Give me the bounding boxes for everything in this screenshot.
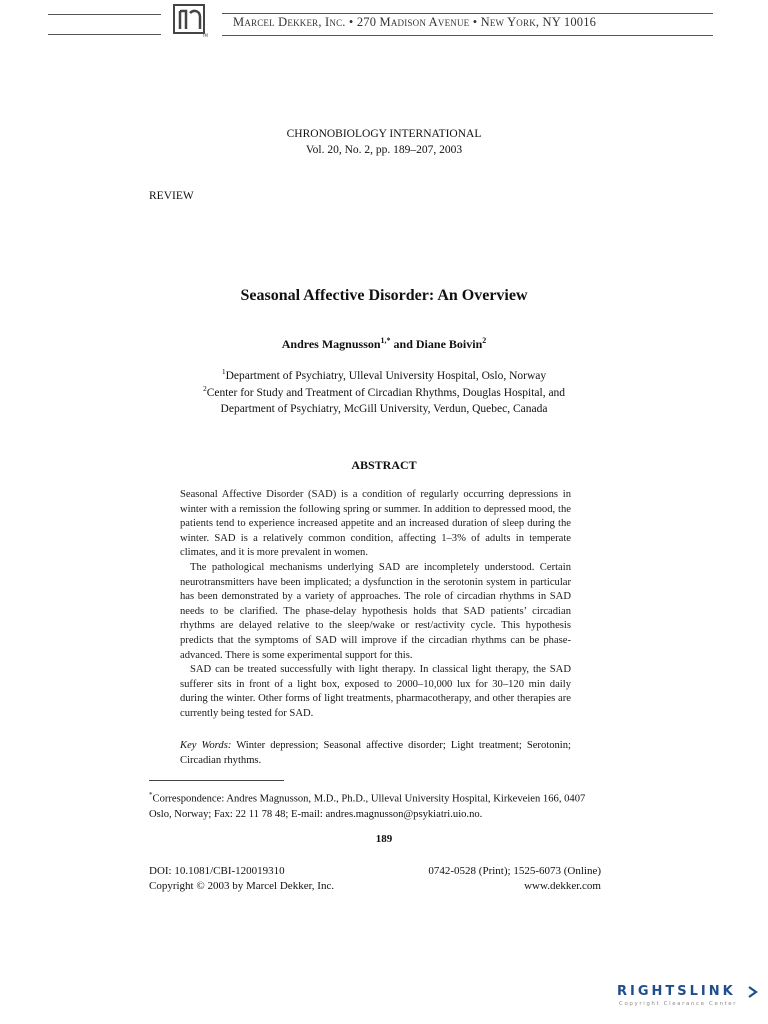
footer-right (380, 864, 601, 894)
author-2-sup: 2 (482, 336, 487, 345)
issn-text: 0742-0528 (Print); 1525-6073 (Online) (428, 865, 601, 877)
footnote-rule (149, 780, 284, 781)
header-rule-top-left (48, 14, 161, 15)
correspondence-footnote (149, 788, 601, 822)
affiliation-3: Department of Psychiatry, McGill University, Verdun, Quebec, Canada (220, 402, 548, 415)
keywords-text: Winter depression; Seasonal affective disorder; Light treatment; Serotonin; Circadian rhythms. (180, 740, 571, 766)
keywords-label: Key Words: (180, 740, 232, 751)
header-rule-bottom-left (48, 34, 161, 35)
affiliation-2: $^2$Center for Study and Treatment of Circadian Rhythms, Douglas Hospital, and (202, 384, 566, 399)
abstract-heading: ABSTRACT (351, 458, 417, 472)
copyright-text: Copyright © 2003 by Marcel Dekker, Inc. (149, 880, 335, 892)
doi-text: DOI: 10.1081/CBI-120019310 (149, 865, 285, 877)
rightslink-tagline: Copyright Clearance Center (619, 1001, 738, 1007)
footnote-text: Correspondence: Andres Magnusson, M.D., Ph.D., Ulleval University Hospital, Kirkeveien 166, 0407 Oslo, Norway; Fax: 22 11 78 48; E-mail: andres.magnusson@psykiatri.uio.no. (149, 793, 586, 820)
header-rule-top-right (222, 13, 713, 14)
footnote-marker: * (149, 791, 153, 799)
page-number: 189 (375, 833, 393, 845)
header-rule-bottom-right (222, 35, 713, 36)
rightslink-logo[interactable] (617, 984, 762, 1014)
svg-text:TM: TM (202, 33, 208, 37)
section-label: REVIEW (149, 190, 194, 202)
author-1: Andres Magnusson (281, 337, 381, 351)
article-title: Seasonal Affective Disorder: An Overview (240, 287, 528, 304)
journal-name: CHRONOBIOLOGY INTERNATIONAL (286, 128, 482, 140)
author-2: and Diane Boivin (390, 337, 483, 351)
publisher-line: Marcel Dekker, Inc. • 270 Madison Avenue • New York, NY 10016 (233, 15, 597, 29)
abstract-paragraph-2: The pathological mechanisms underlying SAD are incompletely understood. Certain neurotransmitters have been implicated; a dysfunction in the serotonin system in particular has been demonstrated by a variety of approaches. The role of circadian rhythms in SAD needs to be clarified. The phase-delay hypothesis holds that SAD patients’ circadian rhythms are delayed relative to the sleep/wake or rest/activity cycle. This hypothesis predicts that the symptoms of SAD will improve if the circadian rhythms can be phase-advanced. There is some experimental support for this. (180, 561, 571, 661)
rightslink-name: RIGHTSLINK (617, 984, 736, 999)
affiliation-1: $^1$Department of Psychiatry, Ulleval University Hospital, Oslo, Norway (221, 367, 547, 382)
website-link[interactable]: www.dekker.com (524, 880, 601, 892)
publisher-logo-icon (172, 3, 208, 37)
article-authors (0, 336, 768, 352)
keywords (180, 739, 571, 768)
journal-volume: Vol. 20, No. 2, pp. 189–207, 2003 (305, 144, 463, 156)
abstract-body (180, 488, 571, 722)
footer-left (149, 864, 334, 894)
abstract-paragraph-1: Seasonal Affective Disorder (SAD) is a condition of regularly occurring depressions in winter with a remission the following spring or summer. In addition to depressed mood, the patients tend to experience increased appetite and an increased duration of sleep during the winter. SAD is a relatively common condition, affecting 1–3% of adults in temperate climates, and it is more prevalent in women. (180, 489, 571, 559)
abstract-paragraph-3: SAD can be treated successfully with light therapy. In classical light therapy, the SAD sufferer sits in front of a light box, exposed to 2000–10,000 lux for 30–120 min daily during the winter. Other forms of light treatments, pharmacotherapy, and other therapies are currently being tested for SAD. (180, 664, 571, 719)
rightslink-arrow-icon (746, 985, 760, 999)
author-1-sup: 1,* (380, 336, 391, 345)
